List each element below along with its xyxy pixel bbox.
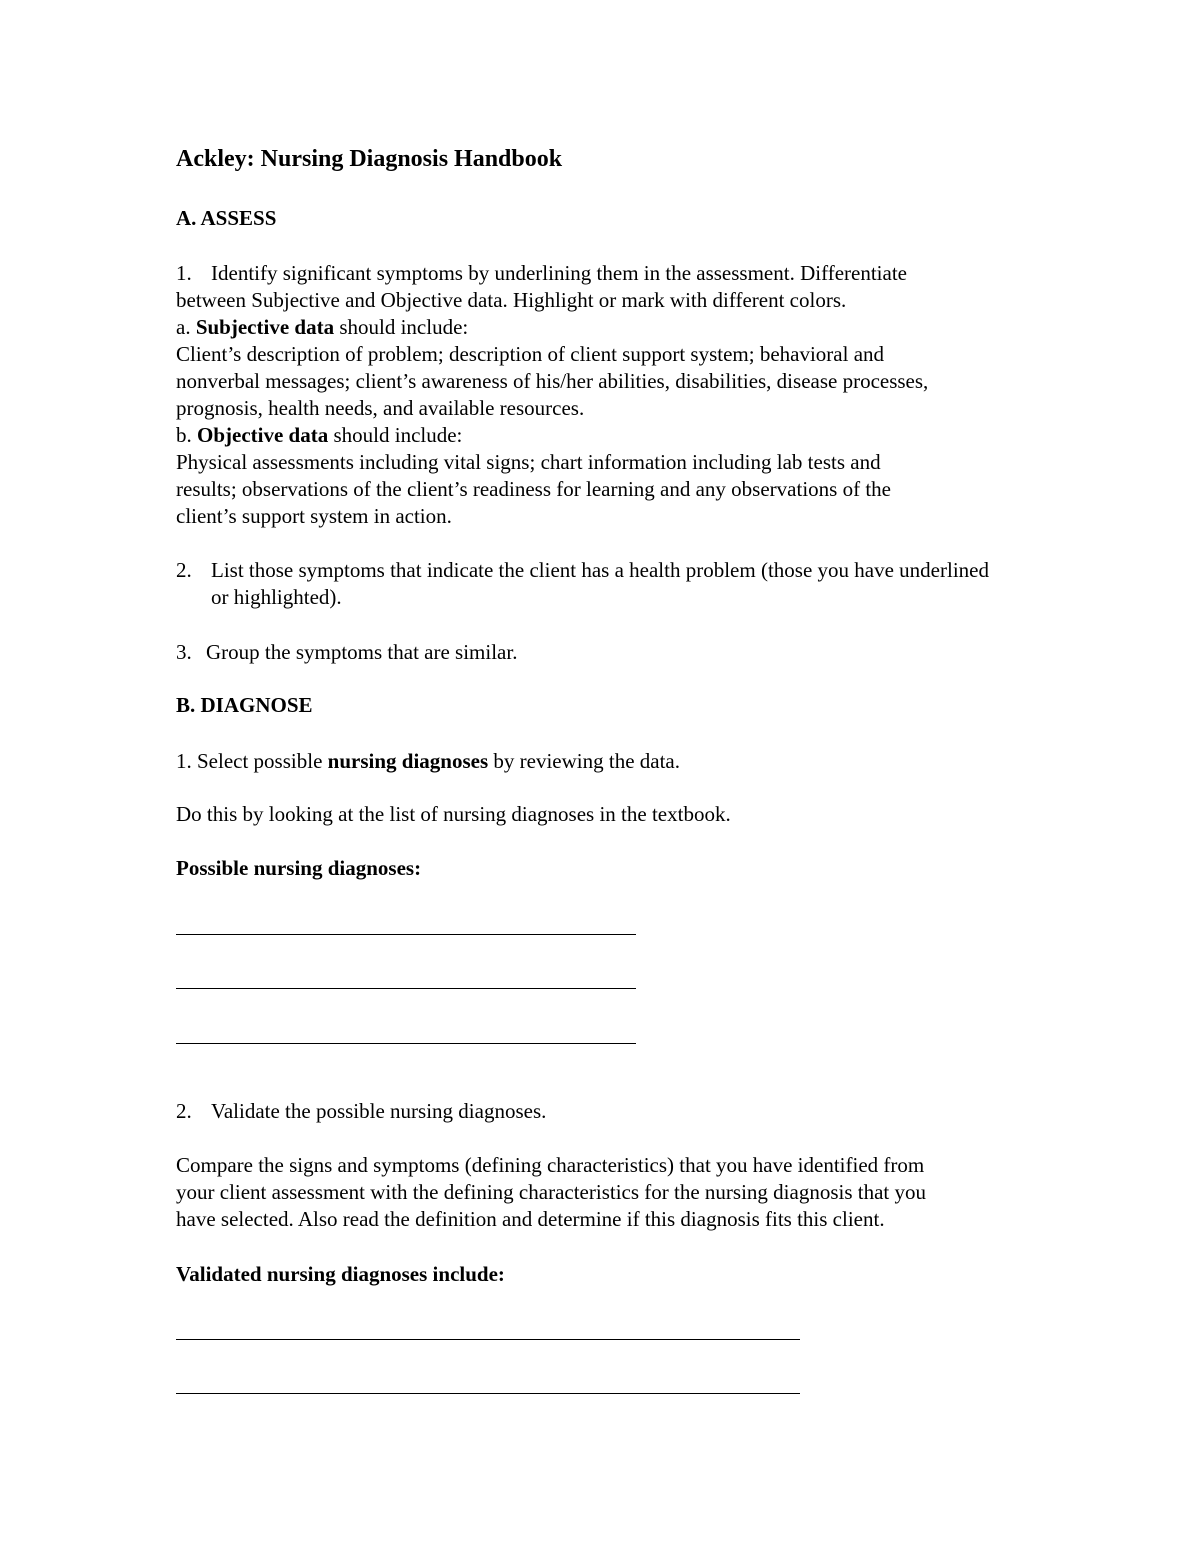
possible-diagnoses-heading: Possible nursing diagnoses: <box>176 856 422 880</box>
objective-suffix: should include: <box>328 423 463 447</box>
possible-diagnosis-blank-line <box>176 988 636 989</box>
objective-line-2: results; observations of the client’s readiness for learning and any observations of the <box>176 477 891 501</box>
possible-diagnosis-blank-line <box>176 934 636 935</box>
objective-line-3: client’s support system in action. <box>176 504 452 528</box>
objective-data-label-line <box>176 422 462 449</box>
objective-data-label: Objective data <box>197 423 329 447</box>
possible-diagnosis-blank-line <box>176 1043 636 1044</box>
assess-item-3-text: Group the symptoms that are similar. <box>206 640 518 664</box>
diagnose-item-1-suffix: by reviewing the data. <box>488 749 680 773</box>
compare-line-1: Compare the signs and symptoms (defining characteristics) that you have identified from <box>176 1153 925 1177</box>
subjective-line-2: nonverbal messages; client’s awareness of his/her abilities, disabilities, disease processes, <box>176 369 929 393</box>
diagnose-item-2 <box>176 1098 546 1125</box>
document-title: Ackley: Nursing Diagnosis Handbook <box>176 146 563 172</box>
objective-prefix: b. <box>176 423 197 447</box>
subjective-line-1: Client’s description of problem; description of client support system; behavioral and <box>176 342 885 366</box>
subjective-data-label-line <box>176 314 468 341</box>
assess-item-1-line-2: between Subjective and Objective data. Highlight or mark with different colors. <box>176 288 847 312</box>
diagnose-instruction: Do this by looking at the list of nursing diagnoses in the textbook. <box>176 802 731 826</box>
validated-diagnosis-blank-line <box>176 1339 800 1340</box>
subjective-data-label: Subjective data <box>195 315 335 339</box>
assess-item-3-number: 3. <box>176 640 192 664</box>
objective-line-1: Physical assessments including vital signs; chart information including lab tests and <box>176 450 881 474</box>
validated-diagnosis-blank-line <box>176 1393 800 1394</box>
assess-item-2-number: 2. <box>176 558 192 582</box>
subjective-line-3: prognosis, health needs, and available resources. <box>176 396 585 420</box>
subjective-suffix: should include: <box>334 315 469 339</box>
validated-diagnoses-heading: Validated nursing diagnoses include: <box>176 1262 505 1286</box>
diagnose-item-2-text: Validate the possible nursing diagnoses. <box>211 1099 547 1123</box>
section-b-heading: B. DIAGNOSE <box>176 693 313 717</box>
assess-item-2 <box>176 557 996 611</box>
diagnose-item-1-prefix: 1. Select possible <box>176 749 328 773</box>
compare-line-3: have selected. Also read the definition and determine if this diagnosis fits this client. <box>176 1207 885 1231</box>
assess-item-2-text: List those symptoms that indicate the client has a health problem (those you have underlined or highlighted). <box>211 558 989 609</box>
diagnose-item-1 <box>176 748 680 775</box>
assess-item-3 <box>176 639 517 666</box>
assess-item-1-number: 1. <box>176 261 192 285</box>
subjective-prefix: a. <box>176 315 196 339</box>
section-a-heading: A. ASSESS <box>176 206 277 230</box>
assess-item-1-line-1: Identify significant symptoms by underlining them in the assessment. Differentiate <box>211 261 907 285</box>
nursing-diagnoses-term: nursing diagnoses <box>327 749 489 773</box>
compare-line-2: your client assessment with the defining characteristics for the nursing diagnosis that you <box>176 1180 926 1204</box>
diagnose-item-2-number: 2. <box>176 1099 192 1123</box>
assess-item-1 <box>176 260 907 287</box>
